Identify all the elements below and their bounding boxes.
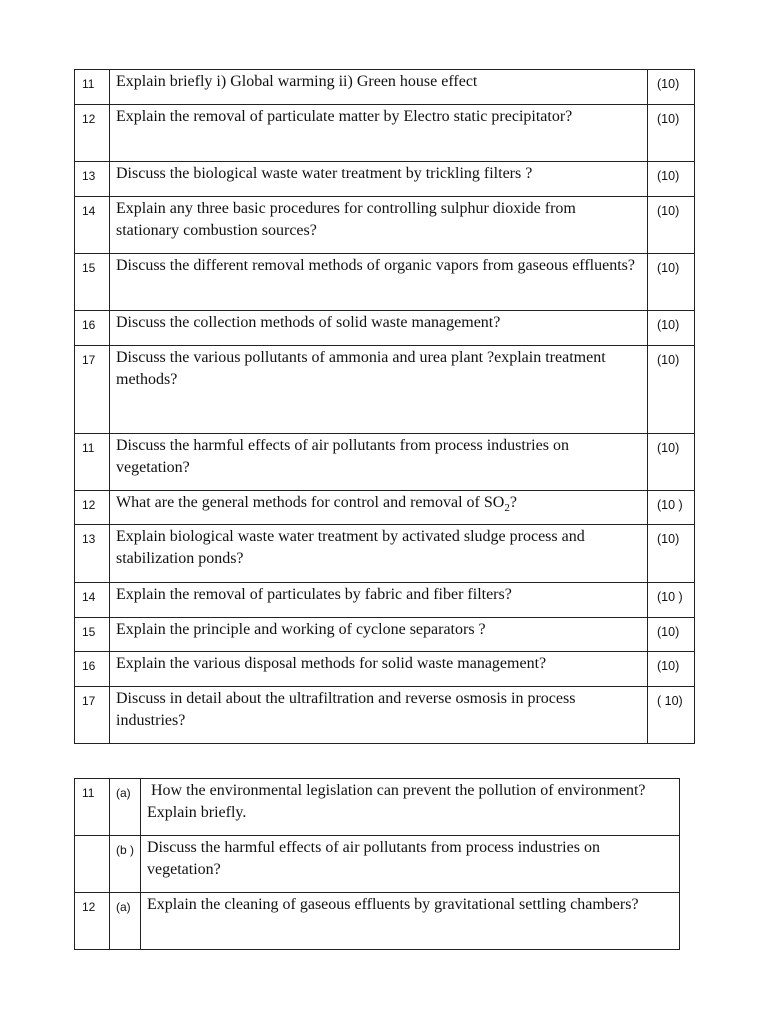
question-row bbox=[75, 893, 680, 950]
question-row bbox=[75, 491, 695, 525]
question-text: Explain the cleaning of gaseous effluents by gravitational settling chambers? bbox=[141, 893, 680, 950]
question-row bbox=[75, 346, 695, 434]
question-marks: (10) bbox=[648, 618, 695, 652]
question-row bbox=[75, 618, 695, 652]
question-row bbox=[75, 70, 695, 105]
question-text: How the environmental legislation can prevent the pollution of environment? Explain briefly. bbox=[141, 779, 680, 836]
sub-part-label: (a) bbox=[110, 779, 141, 836]
question-row bbox=[75, 197, 695, 254]
question-text bbox=[110, 491, 648, 525]
question-row bbox=[75, 687, 695, 744]
question-marks: ( 10) bbox=[648, 687, 695, 744]
question-marks: (10) bbox=[648, 162, 695, 197]
question-marks: (10) bbox=[648, 70, 695, 105]
question-marks: (10 ) bbox=[648, 491, 695, 525]
question-row bbox=[75, 105, 695, 162]
question-marks: (10) bbox=[648, 346, 695, 434]
question-marks: (10) bbox=[648, 254, 695, 311]
sub-part-label: (a) bbox=[110, 893, 141, 950]
question-text: Discuss the harmful effects of air pollutants from process industries on vegetation? bbox=[141, 836, 680, 893]
question-text: Discuss in detail about the ultrafiltration and reverse osmosis in process industries? bbox=[110, 687, 648, 744]
question-text: Explain the removal of particulates by fabric and fiber filters? bbox=[110, 583, 648, 618]
question-text-end: ? bbox=[509, 494, 517, 511]
question-text: Discuss the various pollutants of ammonia and urea plant ?explain treatment methods? bbox=[110, 346, 648, 434]
question-number: 12 bbox=[75, 105, 110, 162]
question-marks: (10) bbox=[648, 197, 695, 254]
question-text: Discuss the different removal methods of organic vapors from gaseous effluents? bbox=[110, 254, 648, 311]
question-number: 13 bbox=[75, 162, 110, 197]
question-text: Discuss the biological waste water treatment by trickling filters ? bbox=[110, 162, 648, 197]
question-text: Explain any three basic procedures for controlling sulphur dioxide from stationary combustion sources? bbox=[110, 197, 648, 254]
question-number: 17 bbox=[75, 346, 110, 434]
question-text: Explain the removal of particulate matter by Electro static precipitator? bbox=[110, 105, 648, 162]
sub-part-label: (b ) bbox=[110, 836, 141, 893]
question-number: 16 bbox=[75, 311, 110, 346]
subscript: 2 bbox=[504, 502, 510, 515]
question-row bbox=[75, 434, 695, 491]
question-row bbox=[75, 254, 695, 311]
question-row bbox=[75, 162, 695, 197]
question-number: 16 bbox=[75, 652, 110, 687]
question-number: 11 bbox=[75, 434, 110, 491]
question-number: 11 bbox=[75, 70, 110, 105]
question-number: 15 bbox=[75, 254, 110, 311]
question-number: 13 bbox=[75, 525, 110, 583]
question-marks: (10) bbox=[648, 434, 695, 491]
question-text: Explain briefly i) Global warming ii) Green house effect bbox=[110, 70, 648, 105]
questions-table bbox=[74, 69, 695, 744]
question-text: Explain the various disposal methods for solid waste management? bbox=[110, 652, 648, 687]
question-number: 14 bbox=[75, 583, 110, 618]
question-marks: (10) bbox=[648, 525, 695, 583]
question-text: Discuss the collection methods of solid waste management? bbox=[110, 311, 648, 346]
question-text-main: What are the general methods for control and removal of SO bbox=[116, 494, 505, 511]
sub-questions-table bbox=[74, 778, 680, 950]
question-row bbox=[75, 311, 695, 346]
question-number: 12 bbox=[75, 491, 110, 525]
question-marks: (10 ) bbox=[648, 583, 695, 618]
question-number: 14 bbox=[75, 197, 110, 254]
question-number: 15 bbox=[75, 618, 110, 652]
question-row bbox=[75, 779, 680, 836]
question-row bbox=[75, 583, 695, 618]
question-marks: (10) bbox=[648, 105, 695, 162]
question-number bbox=[75, 836, 110, 893]
question-row bbox=[75, 836, 680, 893]
question-text: Explain the principle and working of cyclone separators ? bbox=[110, 618, 648, 652]
question-text: Explain biological waste water treatment by activated sludge process and stabilization ponds? bbox=[110, 525, 648, 583]
question-marks: (10) bbox=[648, 652, 695, 687]
question-number: 12 bbox=[75, 893, 110, 950]
question-row bbox=[75, 652, 695, 687]
question-number: 11 bbox=[75, 779, 110, 836]
question-number: 17 bbox=[75, 687, 110, 744]
question-marks: (10) bbox=[648, 311, 695, 346]
question-text: Discuss the harmful effects of air pollutants from process industries on vegetation? bbox=[110, 434, 648, 491]
question-row bbox=[75, 525, 695, 583]
